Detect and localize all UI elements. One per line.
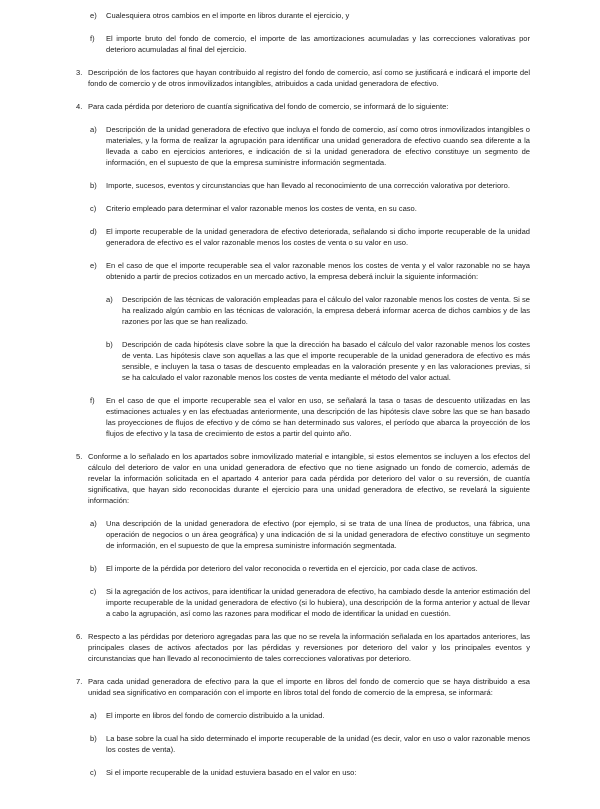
paragraph-text: En el caso de que el importe recuperable sea el valor razonable menos los costes de venta y el valor razonable no se haya obtenido a partir de precios cotizados en un mercado activo, la empresa deberá incluir la siguiente información: — [106, 261, 530, 281]
paragraph-label: b) — [90, 564, 97, 573]
paragraph-text: Descripción de los factores que hayan contribuido al registro del fondo de comercio, así como se justificará e indicará el importe del fondo de comercio y de otros inmovilizados intangibles, atribuidos a cada unidad generadora de efectivo. — [88, 68, 530, 88]
paragraph-label: c) — [90, 204, 97, 213]
paragraph-text: Para cada pérdida por deterioro de cuantía significativa del fondo de comercio, se informará de lo siguiente: — [88, 102, 449, 111]
paragraph-label: a) — [90, 519, 97, 528]
paragraph-level-2 — [90, 518, 530, 551]
paragraph-label: a) — [90, 711, 97, 720]
paragraph-text: Una descripción de la unidad generadora de efectivo (por ejemplo, si se trata de una línea de productos, una fábrica, una operación de negocios o un área geográfica) y una indicación de si la unidad generadora de efectivo constituye un segmento de información, en el supuesto de que la empresa suministre información segmentada. — [106, 519, 530, 550]
spacer — [0, 551, 600, 563]
spacer — [0, 506, 600, 518]
paragraph-label: 6. — [76, 632, 83, 641]
paragraph-level-2 — [90, 395, 530, 439]
paragraph-label: d) — [90, 227, 97, 236]
spacer — [0, 698, 600, 710]
paragraph-level-2 — [90, 124, 530, 168]
paragraph-text: Descripción de las técnicas de valoración empleadas para el cálculo del valor razonable menos los costes de venta. Si se ha realizado algún cambio en las técnicas de valoración, la empresa deberá informar acerca de dichos cambios y de las razones por las que se han realizado. — [122, 295, 530, 326]
paragraph-text: Cualesquiera otros cambios en el importe en libros durante el ejercicio, y — [106, 11, 350, 20]
paragraph-label: e) — [90, 261, 97, 270]
paragraph-level-3 — [106, 339, 530, 383]
spacer — [0, 89, 600, 101]
spacer — [0, 282, 600, 294]
spacer — [0, 112, 600, 124]
paragraph-level-1 — [76, 676, 530, 698]
paragraph-label: f) — [90, 34, 95, 43]
paragraph-text: La base sobre la cual ha sido determinado el importe recuperable de la unidad (es decir, valor en uso o valor razonable menos los costes de venta). — [106, 734, 530, 754]
paragraph-label: 3. — [76, 68, 83, 77]
paragraph-level-2 — [90, 33, 530, 55]
paragraph-label: f) — [90, 396, 95, 405]
paragraph-text: El importe de la pérdida por deterioro del valor reconocida o revertida en el ejercicio, por cada clase de activos. — [106, 564, 478, 573]
paragraph-label: b) — [90, 734, 97, 743]
paragraph-level-2 — [90, 10, 530, 21]
paragraph-level-2 — [90, 563, 530, 574]
paragraph-label: 7. — [76, 677, 83, 686]
paragraph-level-2 — [90, 226, 530, 248]
spacer — [0, 168, 600, 180]
paragraph-label: a) — [106, 295, 113, 304]
paragraph-text: En el caso de que el importe recuperable sea el valor en uso, se señalará la tasa o tasas de descuento utilizadas en las estimaciones actuales y en las efectuadas anteriormente, una descripción de las hipótesis clave sobre las que se han basado las proyecciones de flujos de efectivo y de cómo se han determinado sus valores, el período que abarca la proyección de los flujos de efectivo y la tasa de crecimiento de estos a partir del quinto año. — [106, 396, 530, 438]
spacer — [0, 327, 600, 339]
paragraph-label: b) — [90, 181, 97, 190]
spacer — [0, 574, 600, 586]
paragraph-text: El importe bruto del fondo de comercio, el importe de las amortizaciones acumuladas y las correcciones valorativas por deterioro acumuladas al final del ejercicio. — [106, 34, 530, 54]
paragraph-level-2 — [90, 767, 530, 778]
paragraph-level-2 — [90, 203, 530, 214]
paragraph-text: Conforme a lo señalado en los apartados sobre inmovilizado material e intangible, si estos elementos se incluyen a los efectos del cálculo del deterioro de valor en una unidad generadora de efectivo que no tiene asignado un fondo de comercio, además de revelar la información solicitada en el apartado 4 anterior para cada pérdida por deterioro del valor o su reversión, de cuantía significativa, que hayan sido reconocidas durante el ejercicio para una unidad generadora de efectivo, se revelará la siguiente información: — [88, 452, 530, 505]
paragraph-text: Si la agregación de los activos, para identificar la unidad generadora de efectivo, ha cambiado desde la anterior estimación del importe recuperable de la unidad generadora de efectivo (si lo hubiera), una descripción de la forma anterior y actual de llevar a cabo la agrupación, así como las razones para modificar el modo de identificar la unidad en cuestión. — [106, 587, 530, 618]
paragraph-label: c) — [90, 587, 97, 596]
paragraph-level-2 — [90, 260, 530, 282]
paragraph-text: El importe en libros del fondo de comercio distribuido a la unidad. — [106, 711, 325, 720]
paragraph-level-1 — [76, 451, 530, 506]
paragraph-label: a) — [90, 125, 97, 134]
paragraph-level-2 — [90, 180, 530, 191]
paragraph-label: e) — [90, 11, 97, 20]
paragraph-label: c) — [90, 768, 97, 777]
paragraph-level-1 — [76, 67, 530, 89]
spacer — [0, 214, 600, 226]
paragraph-text: Descripción de la unidad generadora de efectivo que incluya el fondo de comercio, así como otros inmovilizados intangibles o materiales, y la forma de realizar la agrupación para identificar una unidad generadora de efectivo cuando sea diferente a la llevada a cabo en ejercicios anteriores, e indicación de si la unidad generadora de efectivo constituye un segmento de información, en el supuesto de que la empresa suministre información segmentada. — [106, 125, 530, 167]
spacer — [0, 21, 600, 33]
paragraph-level-1 — [76, 101, 530, 112]
spacer — [0, 619, 600, 631]
paragraph-text: Criterio empleado para determinar el valor razonable menos los costes de venta, en su caso. — [106, 204, 417, 213]
spacer — [0, 55, 600, 67]
spacer — [0, 664, 600, 676]
paragraph-text: Respecto a las pérdidas por deterioro agregadas para las que no se revela la información señalada en los apartados anteriores, las principales clases de activos afectados por las pérdidas y reversiones por deterioro del valor y los principales eventos y circunstancias que han llevado al reconocimiento de tales correcciones valorativas por deterioro. — [88, 632, 530, 663]
spacer — [0, 383, 600, 395]
paragraph-text: Si el importe recuperable de la unidad estuviera basado en el valor en uso: — [106, 768, 357, 777]
paragraph-level-2 — [90, 586, 530, 619]
paragraph-label: b) — [106, 340, 113, 349]
paragraph-level-2 — [90, 733, 530, 755]
paragraph-level-2 — [90, 710, 530, 721]
spacer — [0, 755, 600, 767]
paragraph-level-1 — [76, 631, 530, 664]
spacer — [0, 439, 600, 451]
paragraph-label: 4. — [76, 102, 83, 111]
paragraph-text: Para cada unidad generadora de efectivo para la que el importe en libros del fondo de comercio que se haya distribuido a esa unidad sea significativo en comparación con el importe en libros total del fondo de comercio de la empresa, se informará: — [88, 677, 530, 697]
spacer — [0, 721, 600, 733]
spacer — [0, 248, 600, 260]
spacer — [0, 191, 600, 203]
paragraph-level-3 — [106, 294, 530, 327]
paragraph-label: 5. — [76, 452, 83, 461]
paragraph-text: Importe, sucesos, eventos y circunstancias que han llevado al reconocimiento de una corrección valorativa por deterioro. — [106, 181, 510, 190]
paragraph-text: Descripción de cada hipótesis clave sobre la que la dirección ha basado el cálculo del valor razonable menos los costes de venta. Las hipótesis clave son aquellas a las que el importe recuperable de la unidad generadora de efectivo es más sensible, e incluyen la tasa o tasas de descuento empleadas en la valoración presente y en las valoraciones previas, si se ha calculado el valor razonable menos los costes de venta mediante el método del valor actual. — [122, 340, 530, 382]
paragraph-text: El importe recuperable de la unidad generadora de efectivo deteriorada, señalando si dicho importe recuperable de la unidad generadora de efectivo es el valor razonable menos los costes de venta o su valor en uso. — [106, 227, 530, 247]
